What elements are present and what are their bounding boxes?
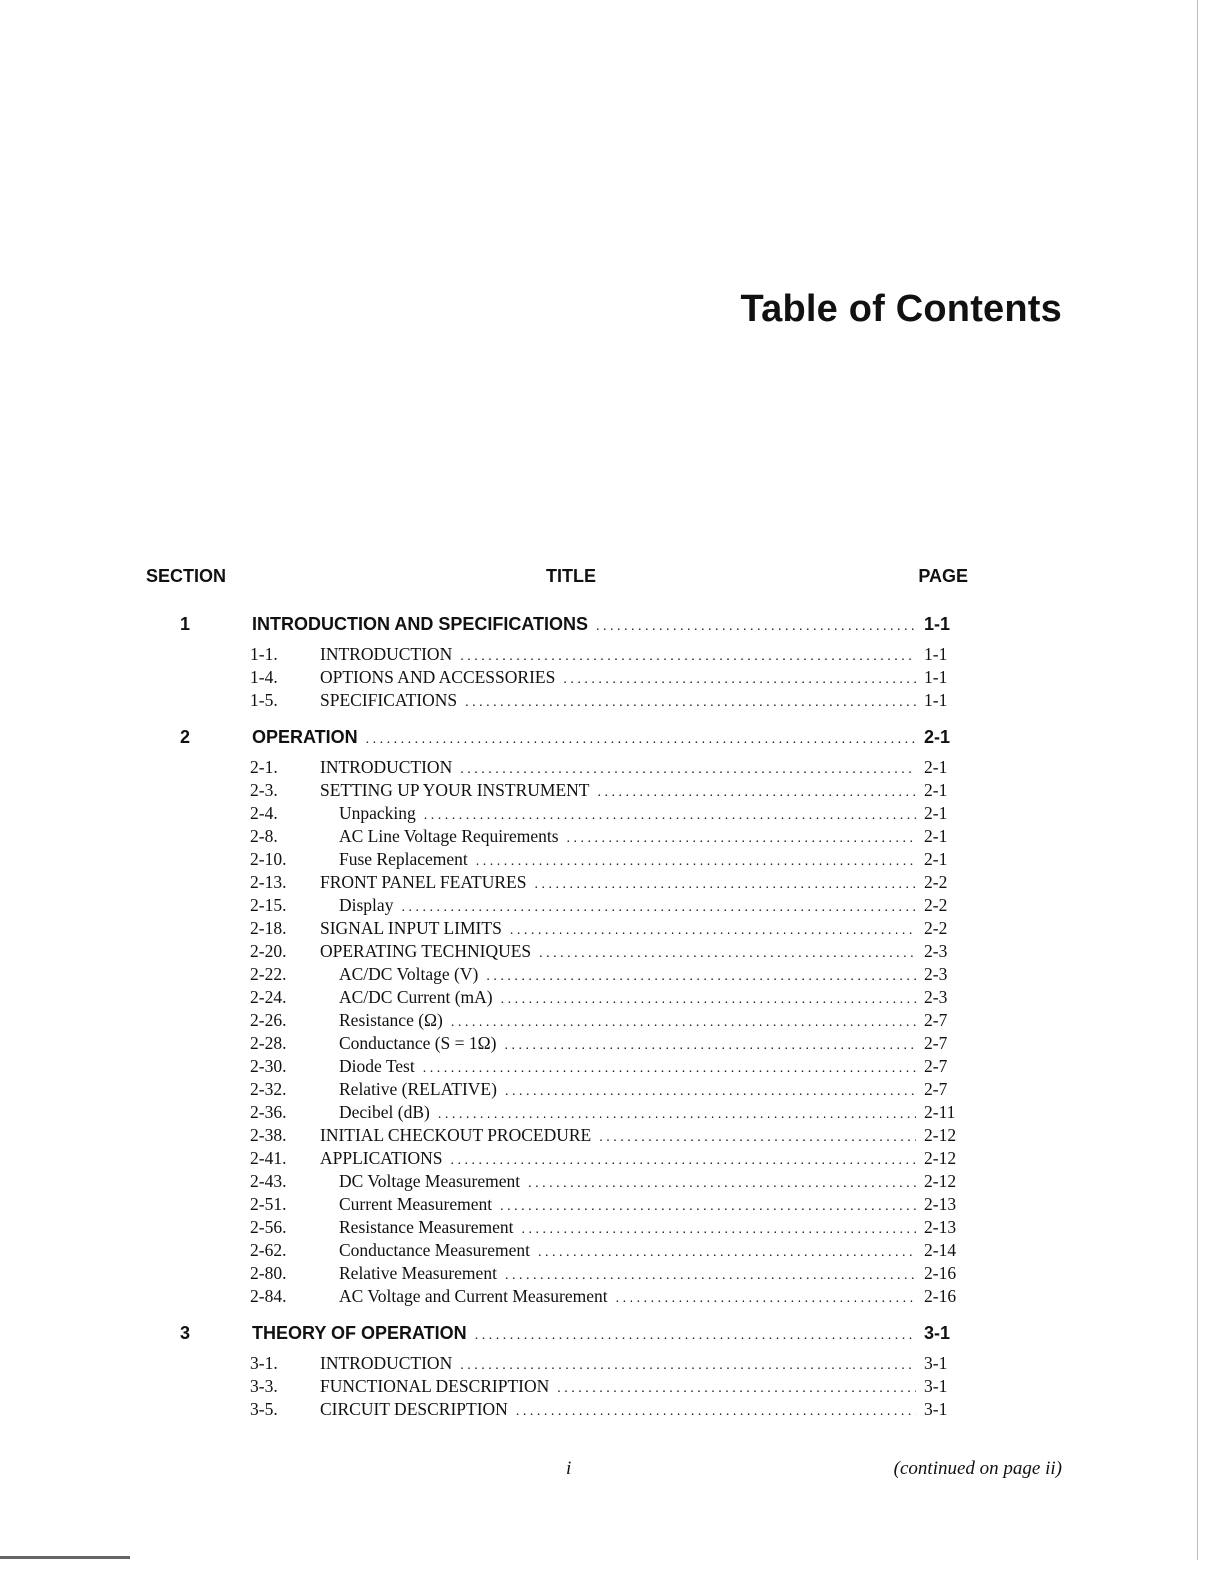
entry-number: 2-36. [250, 1102, 287, 1122]
dot-leader [505, 1034, 917, 1057]
section-page: 2-1 [924, 727, 951, 747]
column-headers [146, 566, 968, 592]
toc-entry [146, 1032, 968, 1055]
entry-page: 2-12 [924, 1171, 957, 1191]
entry-number: 2-3. [250, 780, 278, 800]
dot-leader [505, 1080, 916, 1103]
toc-list [146, 611, 968, 1421]
entry-page: 3-1 [924, 1376, 948, 1396]
toc-entry [146, 1170, 968, 1193]
entry-title: Unpacking [339, 803, 416, 823]
scan-edge-line [1197, 0, 1198, 1560]
title-column-header: TITLE [546, 566, 596, 586]
entry-page: 2-7 [924, 1033, 948, 1053]
entry-page: 1-1 [924, 690, 948, 710]
dot-leader [465, 691, 916, 714]
entry-title: INTRODUCTION [320, 1353, 453, 1373]
entry-page: 2-13 [924, 1217, 957, 1237]
entry-title: AC Line Voltage Requirements [339, 826, 559, 846]
dot-leader [460, 758, 916, 781]
dot-leader [534, 873, 916, 896]
toc-entry [146, 802, 968, 825]
entry-title: SETTING UP YOUR INSTRUMENT [320, 780, 590, 800]
toc-entry [146, 1147, 968, 1170]
scan-mark [0, 1556, 130, 1559]
entry-number: 2-4. [250, 803, 278, 823]
entry-number: 2-1. [250, 757, 278, 777]
entry-title: SPECIFICATIONS [320, 690, 458, 710]
entry-title: INTRODUCTION [320, 757, 453, 777]
entry-number: 2-30. [250, 1056, 287, 1076]
entry-page: 2-2 [924, 918, 948, 938]
entry-page: 1-1 [924, 644, 948, 664]
entry-title: Relative Measurement [339, 1263, 497, 1283]
entry-page: 2-7 [924, 1056, 948, 1076]
entry-title: INITIAL CHECKOUT PROCEDURE [320, 1125, 592, 1145]
toc-entry [146, 1193, 968, 1216]
entry-number: 2-32. [250, 1079, 287, 1099]
entry-title: Diode Test [339, 1056, 415, 1076]
entry-title: Decibel (dB) [339, 1102, 430, 1122]
section-title: THEORY OF OPERATION [252, 1323, 467, 1343]
toc-entry [146, 848, 968, 871]
entry-page: 2-1 [924, 757, 948, 777]
dot-leader [460, 1354, 916, 1377]
entry-title: DC Voltage Measurement [339, 1171, 521, 1191]
dot-leader [538, 1241, 916, 1264]
entry-page: 3-1 [924, 1399, 948, 1419]
dot-leader [423, 1057, 916, 1080]
toc-entry [146, 1055, 968, 1078]
dot-leader [516, 1400, 916, 1423]
toc-entry [146, 1285, 968, 1308]
entry-page: 2-13 [924, 1194, 957, 1214]
entry-page: 2-3 [924, 964, 948, 984]
entry-title: Conductance Measurement [339, 1240, 530, 1260]
entry-number: 3-1. [250, 1353, 278, 1373]
entry-title: Fuse Replacement [339, 849, 468, 869]
entry-page: 2-1 [924, 780, 948, 800]
entry-title: OPERATING TECHNIQUES [320, 941, 532, 961]
entry-number: 1-1. [250, 644, 278, 664]
entry-number: 2-13. [250, 872, 287, 892]
entry-number: 2-41. [250, 1148, 287, 1168]
toc-section-row [146, 724, 968, 750]
entry-page: 2-11 [924, 1102, 956, 1122]
entry-title: AC Voltage and Current Measurement [339, 1286, 608, 1306]
dot-leader [599, 1126, 916, 1149]
toc-entry [146, 1009, 968, 1032]
dot-leader [486, 965, 916, 988]
toc-entry [146, 689, 968, 712]
entry-number: 2-22. [250, 964, 287, 984]
section-number: 2 [180, 727, 191, 747]
dot-leader [500, 1195, 916, 1218]
entry-number: 2-38. [250, 1125, 287, 1145]
entry-number: 2-26. [250, 1010, 287, 1030]
entry-number: 2-43. [250, 1171, 287, 1191]
entry-title: APPLICATIONS [320, 1148, 443, 1168]
toc-entry [146, 825, 968, 848]
entry-title: Relative (RELATIVE) [339, 1079, 497, 1099]
dot-leader [475, 1323, 916, 1349]
toc-entry [146, 756, 968, 779]
entry-page: 2-12 [924, 1125, 957, 1145]
dot-leader [424, 804, 916, 827]
dot-leader [451, 1149, 916, 1172]
page-title: Table of Contents [740, 288, 1062, 330]
entry-page: 2-7 [924, 1079, 948, 1099]
entry-number: 2-80. [250, 1263, 287, 1283]
entry-page: 2-2 [924, 895, 948, 915]
entry-title: AC/DC Current (mA) [339, 987, 493, 1007]
dot-leader [521, 1218, 916, 1241]
footer-page-number: i [566, 1458, 572, 1479]
dot-leader [528, 1172, 916, 1195]
toc-entry [146, 666, 968, 689]
dot-leader [438, 1103, 916, 1126]
entry-title: FUNCTIONAL DESCRIPTION [320, 1376, 550, 1396]
entry-page: 2-1 [924, 826, 948, 846]
entry-page: 2-1 [924, 803, 948, 823]
dot-leader [366, 727, 916, 753]
section-column-header: SECTION [146, 566, 227, 586]
page-column-header: PAGE [918, 566, 968, 586]
dot-leader [501, 988, 916, 1011]
entry-number: 2-24. [250, 987, 287, 1007]
entry-number: 2-56. [250, 1217, 287, 1237]
entry-page: 2-16 [924, 1263, 957, 1283]
toc-entry [146, 1262, 968, 1285]
section-number: 1 [180, 614, 191, 634]
entry-number: 2-18. [250, 918, 287, 938]
dot-leader [557, 1377, 916, 1400]
toc-entry [146, 1398, 968, 1421]
dot-leader [597, 781, 916, 804]
entry-number: 1-5. [250, 690, 278, 710]
entry-page: 2-16 [924, 1286, 957, 1306]
entry-number: 2-84. [250, 1286, 287, 1306]
entry-number: 2-15. [250, 895, 287, 915]
dot-leader [476, 850, 916, 873]
entry-title: Resistance (Ω) [339, 1010, 443, 1030]
toc-entry [146, 1078, 968, 1101]
entry-number: 1-4. [250, 667, 278, 687]
toc-entry [146, 963, 968, 986]
dot-leader [567, 827, 916, 850]
toc-entry [146, 779, 968, 802]
entry-number: 2-20. [250, 941, 287, 961]
section-title: OPERATION [252, 727, 358, 747]
entry-page: 2-3 [924, 941, 948, 961]
entry-number: 2-8. [250, 826, 278, 846]
toc-section-row [146, 1320, 968, 1346]
entry-title: OPTIONS AND ACCESSORIES [320, 667, 556, 687]
entry-title: Resistance Measurement [339, 1217, 514, 1237]
entry-page: 2-1 [924, 849, 948, 869]
toc-entry [146, 871, 968, 894]
entry-page: 1-1 [924, 667, 948, 687]
entry-title: CIRCUIT DESCRIPTION [320, 1399, 508, 1419]
entry-number: 3-5. [250, 1399, 278, 1419]
entry-page: 3-1 [924, 1353, 948, 1373]
toc-entry [146, 917, 968, 940]
entry-page: 2-12 [924, 1148, 957, 1168]
toc-entry [146, 986, 968, 1009]
entry-page: 2-7 [924, 1010, 948, 1030]
entry-number: 2-10. [250, 849, 287, 869]
entry-number: 3-3. [250, 1376, 278, 1396]
dot-leader [401, 896, 916, 919]
toc-entry [146, 1124, 968, 1147]
dot-leader [510, 919, 916, 942]
dot-leader [539, 942, 916, 965]
toc-entry [146, 1352, 968, 1375]
toc-entry [146, 1239, 968, 1262]
toc-entry [146, 1101, 968, 1124]
entry-number: 2-28. [250, 1033, 287, 1053]
section-page: 1-1 [924, 614, 951, 634]
entry-title: Current Measurement [339, 1194, 493, 1214]
dot-leader [460, 645, 916, 668]
entry-number: 2-62. [250, 1240, 287, 1260]
entry-title: SIGNAL INPUT LIMITS [320, 918, 502, 938]
entry-number: 2-51. [250, 1194, 287, 1214]
entry-title: Conductance (S = 1Ω) [339, 1033, 497, 1053]
entry-title: FRONT PANEL FEATURES [320, 872, 527, 892]
section-title: INTRODUCTION AND SPECIFICATIONS [252, 614, 588, 634]
toc-entry [146, 940, 968, 963]
section-number: 3 [180, 1323, 191, 1343]
dot-leader [563, 668, 916, 691]
dot-leader [505, 1264, 916, 1287]
dot-leader [596, 614, 916, 640]
toc-section-row [146, 611, 968, 637]
dot-leader [616, 1287, 916, 1310]
toc-entry [146, 894, 968, 917]
toc-entry [146, 1375, 968, 1398]
dot-leader [451, 1011, 916, 1034]
entry-title: Display [339, 895, 394, 915]
entry-page: 2-2 [924, 872, 948, 892]
section-page: 3-1 [924, 1323, 951, 1343]
toc-entry [146, 643, 968, 666]
footer-continued-note: (continued on page ii) [893, 1458, 1062, 1479]
entry-title: INTRODUCTION [320, 644, 453, 664]
entry-page: 2-3 [924, 987, 948, 1007]
toc-entry [146, 1216, 968, 1239]
entry-title: AC/DC Voltage (V) [339, 964, 479, 984]
entry-page: 2-14 [924, 1240, 957, 1260]
